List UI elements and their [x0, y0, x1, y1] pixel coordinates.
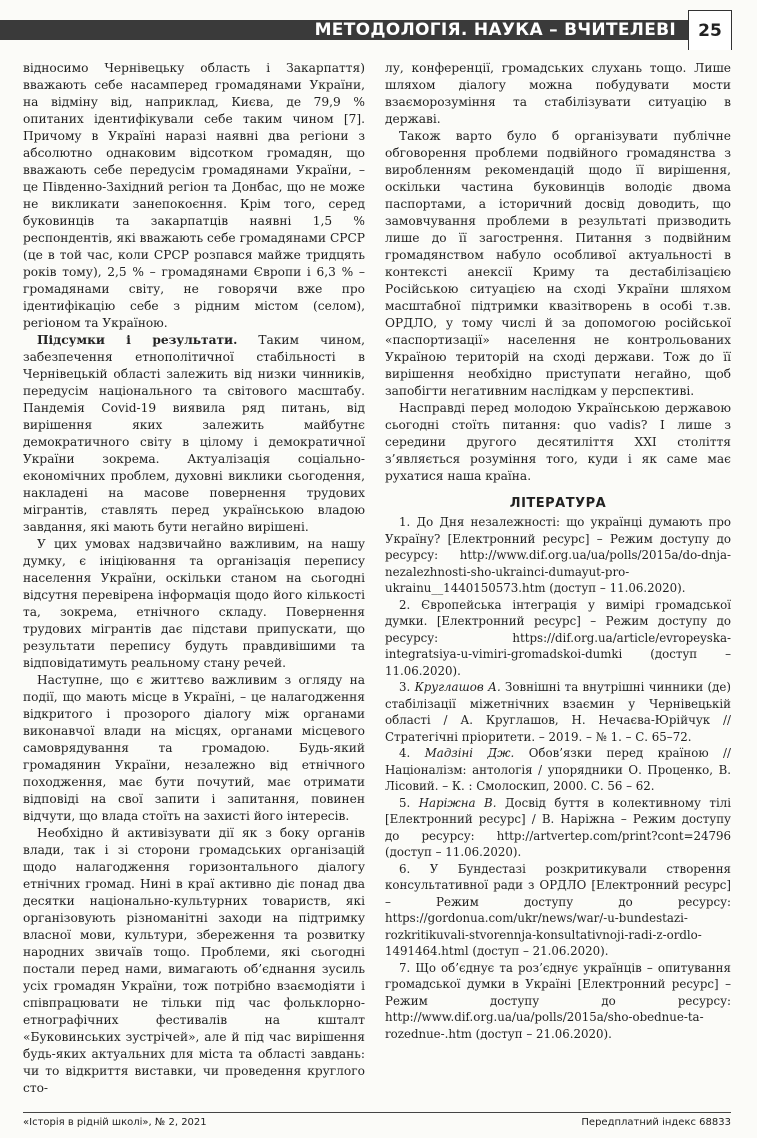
paragraph: Також варто було б організувати публічне обговорення проблеми подвійного громадянства з виробленням рекомендацій щодо її вирішення, оскільки частина буковинців володіє двома паспортами, а історичний досвід доводить, що замовчування проблеми в результаті призводить лише до її загострення. Питання з подвійним громадянством набуло особливої актуальності в контексті анексії Криму та дестабілізацією Російською ситуацією на сході України шляхом масштабної підтримки квазітворень в особі т.зв. ОРДЛО, у тому числі й за допомогою російської «паспортизації» населення не контрольованих Україною територій на сході держави. Тож до її вирішення необхідно приступати негайно, щоб запобігти негативним наслідкам у перспективі. — [385, 129, 731, 398]
paragraph: відносимо Чернівецьку область і Закарпаття) вважають себе насамперед громадянами України, на відміну від, наприклад, Києва, де 79,9 % опитаних ідентифікували себе таким чином [7]. Причому в Україні наразі наявні два регіони з абсолютно однаковим відсотком громадян, що вважають себе передусім громадянами України, – це Південно-Західний регіон та Донбас, що не може не викликати занепокоєння. Крім того, серед буковинців та закарпатців наявні 1,5 % респондентів, які вважають себе громадянами СРСР (це в той час, коли СРСР розпався майже тридцять років тому), 2,5 % – громадянами Європи і 6,3 % – громадянами світу, не говорячи вже про ідентифікацію себе з рідним містом (селом), регіоном та Україною. — [23, 61, 365, 330]
reference-number: 5. — [399, 795, 419, 810]
references-list — [385, 514, 731, 1042]
section-title-band — [0, 20, 688, 40]
reference-item — [385, 861, 731, 960]
paragraph: Необхідно й активізувати дії як з боку органів влади, так і зі сторони громадських організацій щодо налагодження горизонтального діалогу етнічних громад. Нині в краї активно діє понад два десятки національно-культурних товариств, які організовують різноманітні заходи на підтримку власної мови, культури, збереження та розвитку народних звичаїв тощо. Проблеми, які сьогодні постали перед нами, вимагають об’єднання зусиль усіх громадян України, тож потрібно взаємодіяти і співпрацювати не тільки під час фольклорно-етнографічних фестивалів на кшталт «Буковинських зустрічей», але й під час вирішення будь-яких актуальних для міста та області завдань: чи то відкриття виставки, чи проведення круглого сто- — [23, 826, 365, 1095]
reference-text: Що об’єднує та роз’єднує українців – опитування громадської думки в Україні [Електронний ресурс] – Режим доступу до ресурсу: http://www.dif.org.ua/ua/polls/2015a/sho-obednue-ta-rozednue-.htm (доступ – 21.06.2020). — [385, 960, 731, 1041]
journal-citation: «Історія в рідній школі», № 2, 2021 — [23, 1117, 207, 1128]
literature-heading: ЛІТЕРАТУРА — [509, 496, 607, 511]
reference-author: Мадзіні Дж. — [424, 746, 515, 760]
page-header — [0, 10, 757, 50]
reference-text: До Дня незалежності: що українці думають про Україну? [Електронний ресурс] – Режим доступу до ресурсу: http://www.dif.org.ua/ua/polls/2015a/do-dnja-nezalezhnosti-sho-ukrainci-dumayut-pro-ukrainu__1440150573.htm (доступ – 11.06.2020). — [385, 515, 731, 595]
reference-text: Зовнішні та внутрішні чинники (де) стабілізації міжетнічних взаємин у Чернівецькій області / А. Круглашов, Н. Нечаєва-Юрійчук // Стратегічні пріоритети. – 2019. – № 1. – С. 65–72. — [385, 680, 731, 744]
results-text: Таким чином, забезпечення етнополітичної стабільності в Чернівецькій області залежить від низки чинників, передусім національного та світового масштабу. Пандемія Covid-19 виявила ряд питань, від вирішення яких залежить майбутнє демократичного світу в цілому і демократичної України зокрема. Актуалізація соціально-економічних проблем, духовні виклики сьогодення, накладені на масове повернення трудових мігрантів, ставлять перед українською владою завдання, які мають бути негайно вирішені. — [23, 333, 365, 534]
page-footer — [23, 1112, 731, 1129]
reference-text: Обов’язки перед країною // Націоналізм: антологія / упорядники О. Проценко, В. Лісовий. – К. : Смолоскип, 2000. С. 56 – 62. — [385, 746, 731, 793]
paragraph: Насправді перед молодою Українською державою сьогодні стоїть питання: quo vadis? І лише з середини другого десятиліття ХХІ століття з’являється розуміння того, куди і як саме має рухатися наша країна. — [385, 401, 731, 483]
reference-number: 2. — [399, 597, 422, 612]
reference-item — [385, 679, 731, 745]
reference-number: 4. — [399, 746, 425, 760]
reference-author: Круглашов А. — [414, 680, 501, 694]
reference-item — [385, 514, 731, 597]
reference-author: Наріжна В. — [418, 795, 497, 810]
reference-number: 1. — [399, 515, 417, 529]
reference-text: Досвід буття в колективному тілі [Електронний ресурс] / В. Наріжна – Режим доступу до ресурсу: http://artvertep.com/print?cont=24796 (доступ – 11.06.2020). — [385, 795, 731, 859]
reference-item — [385, 597, 731, 680]
left-column — [23, 60, 365, 1100]
paragraph: Наступне, що є життєво важливим з огляду на події, що мають місце в Україні, – це налагодження відкритого і прозорого діалогу між органами виконавчої влади на місцях, органами місцевого самоврядування та громадою. Будь-який громадянин України, незалежно від етнічного походження, має бути почутий, має отримати відповіді на свої запити і запитання, повинен відчути, що влада стоїть на захисті його інтересів. — [23, 673, 365, 823]
reference-text: У Бундестазі розкритикували створення консультативної ради з ОРДЛО [Електронний ресурс] – Режим доступу до ресурсу: https://gordonua.com/ukr/news/war/-u-bundestazi-rozkritikuvali-stvorennja-konsultativnoji-radi-z-ordlo-1491464.html (доступ – 21.06.2020). — [385, 861, 731, 958]
paragraph: У цих умовах надзвичайно важливим, на нашу думку, є ініціювання та організація перепису населення України, оскільки станом на сьогодні відсутня перевірена інформація щодо його кількості та, зокрема, етнічного складу. Повернення трудових мігрантів дає підстави припускати, що результати перепису будуть правдивішими та відповідатимуть реальному стану речей. — [23, 537, 365, 670]
reference-number: 7. — [399, 960, 416, 975]
reference-text: Європейська інтеграція у вимірі громадської думки. [Електронний ресурс] – Режим доступу до ресурсу: https://dif.org.ua/article/evropeyska-integratsiya-u-vimiri-gromadskoi-dumki (доступ – 11.06.2020). — [385, 597, 731, 678]
results-paragraph — [23, 332, 365, 536]
section-title: МЕТОДОЛОГІЯ. НАУКА – ВЧИТЕЛЕВІ — [314, 20, 676, 40]
reference-item — [385, 745, 731, 795]
results-lead: Підсумки і результати. — [37, 333, 238, 347]
page-number: 25 — [698, 21, 722, 41]
reference-number: 6. — [399, 861, 430, 876]
subscription-index: Передплатний індекс 68833 — [581, 1117, 731, 1128]
page-number-box — [688, 10, 732, 50]
reference-item — [385, 960, 731, 1043]
paragraph: лу, конференції, громадських слухань тощо. Лише шляхом діалогу можна побудувати мости взаєморозуміння та стабілізувати ситуацію в державі. — [385, 61, 731, 126]
reference-item — [385, 795, 731, 861]
reference-number: 3. — [399, 680, 415, 694]
right-column — [385, 60, 731, 1100]
